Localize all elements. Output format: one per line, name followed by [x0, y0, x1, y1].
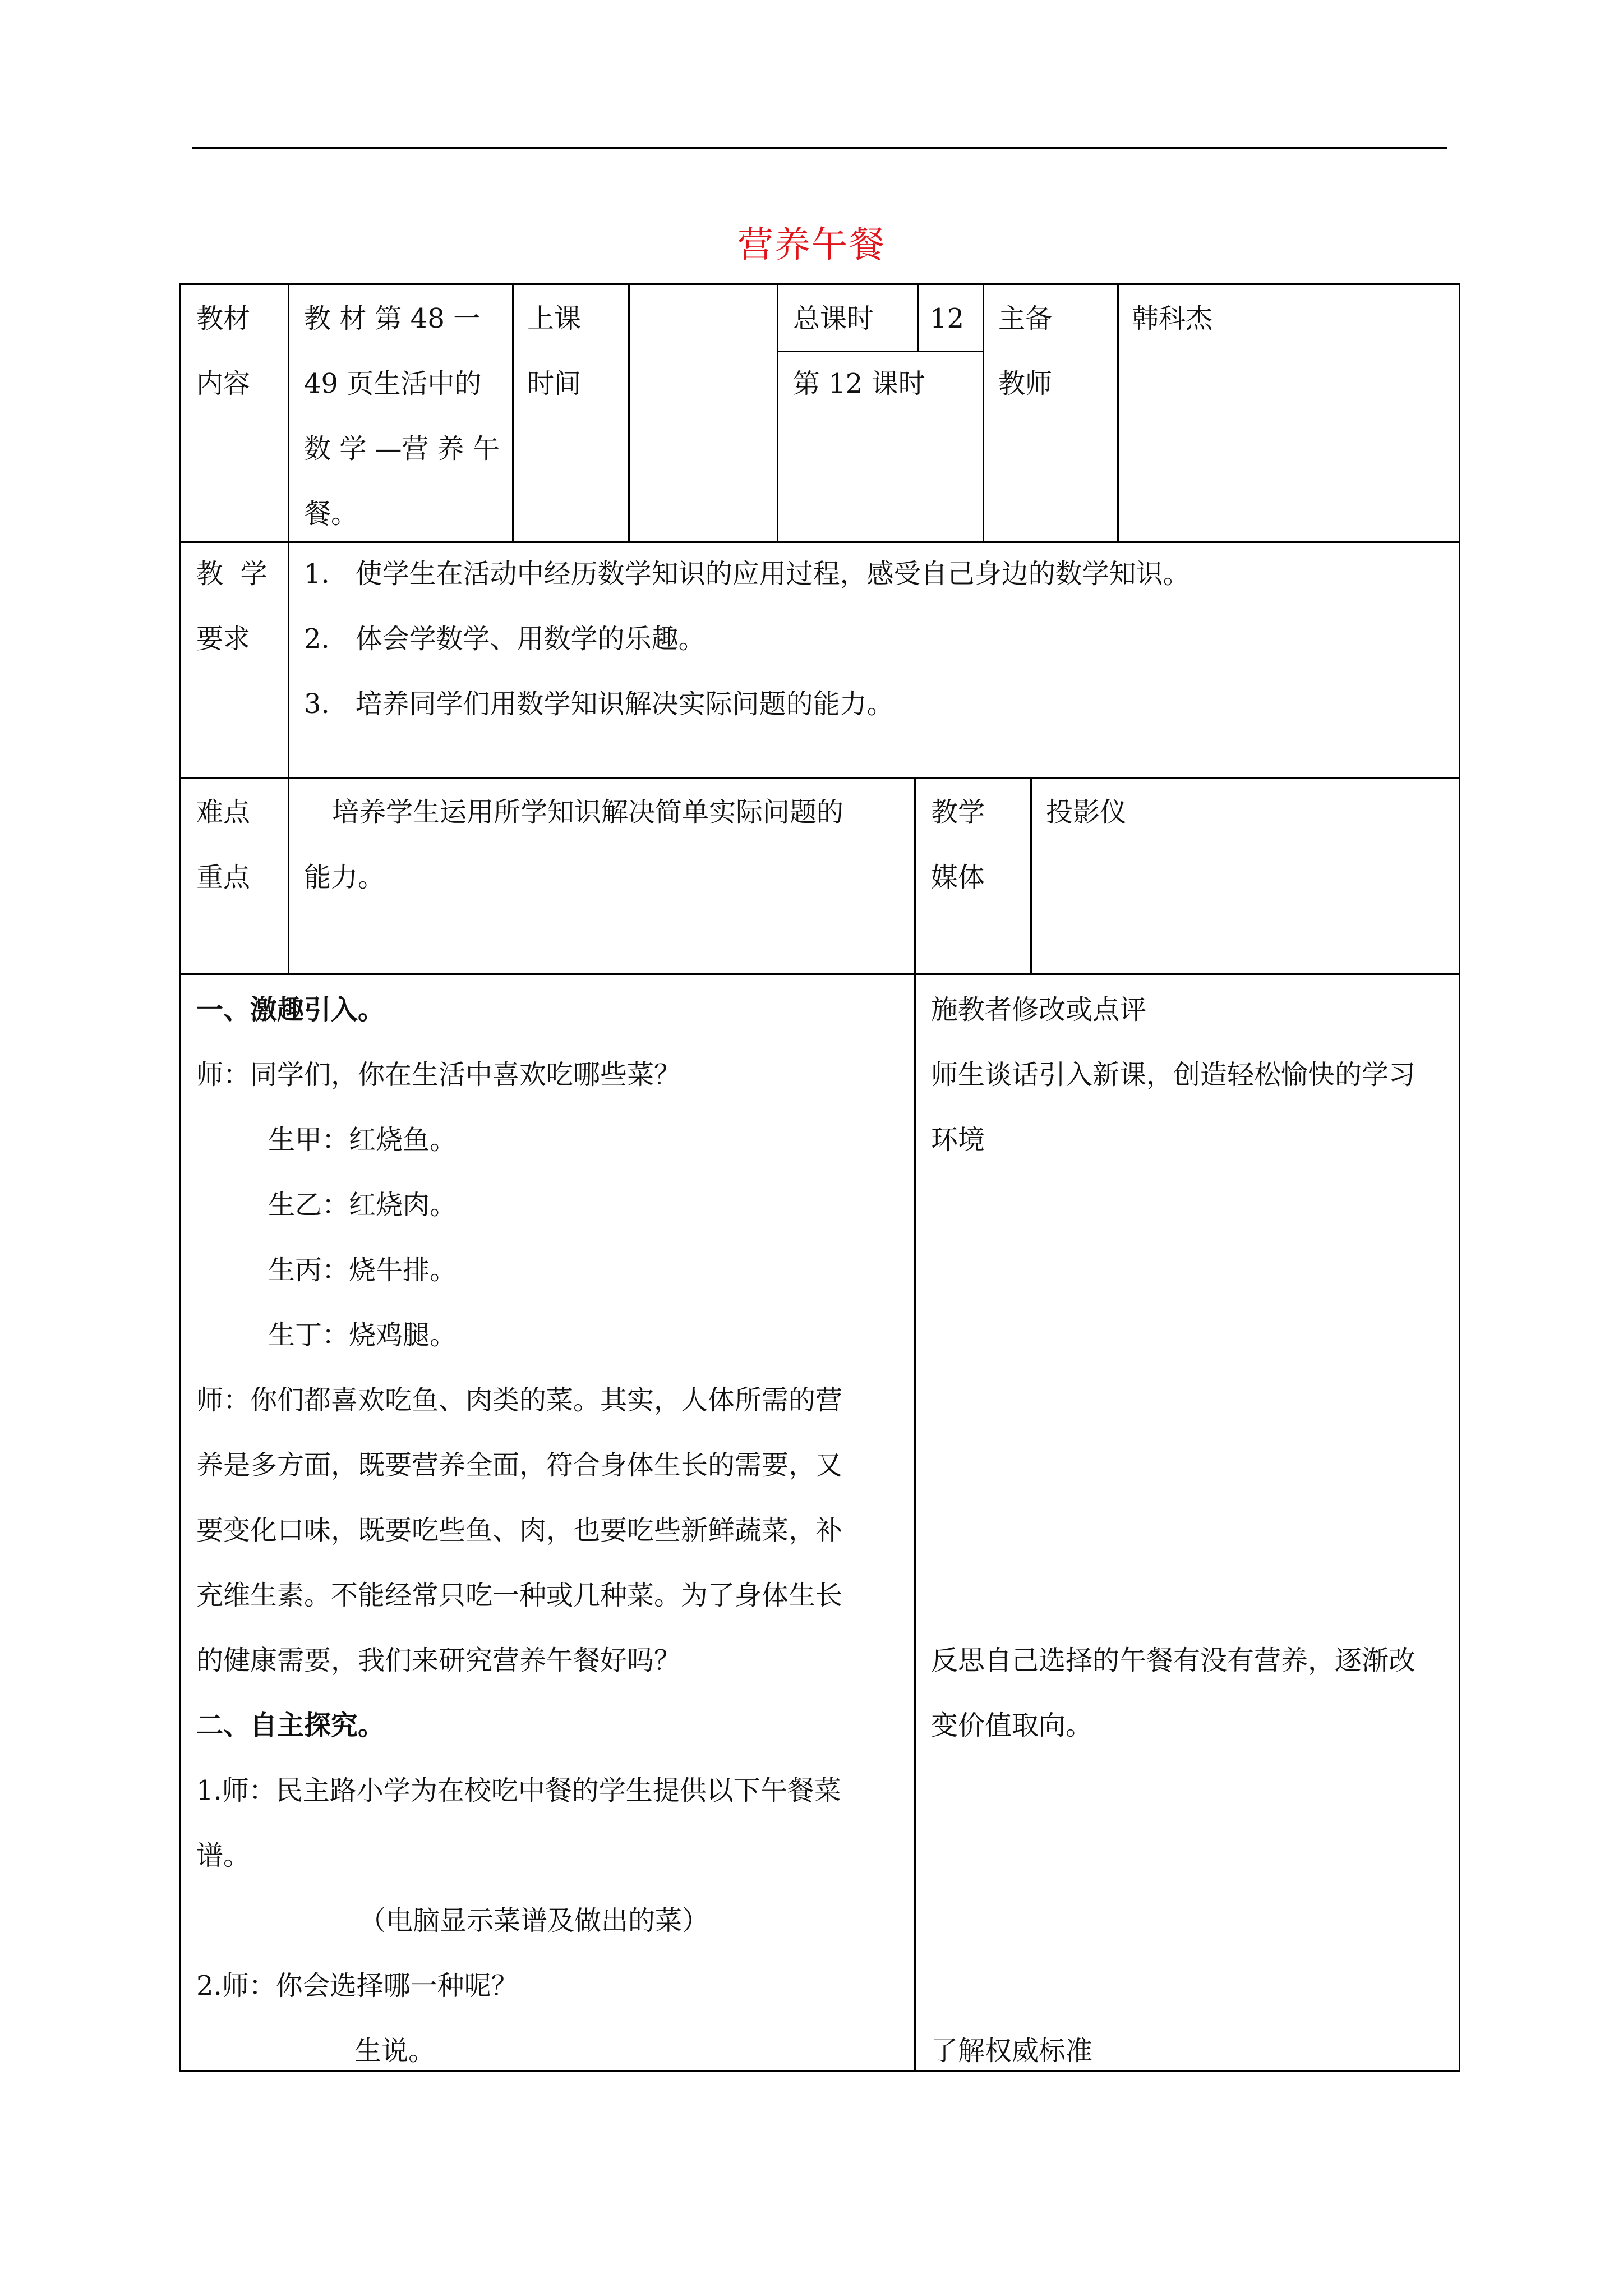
requirement-item-1: 1. 使学生在活动中经历数学知识的应用过程，感受自己身边的数学知识。: [304, 558, 1190, 590]
comment-line: 了解权威标准: [931, 2035, 1093, 2067]
total-hours-value: 12: [930, 303, 965, 334]
difficulty-label-line2: 重点: [196, 862, 251, 893]
material-label-line2: 内容: [196, 368, 251, 399]
media-value: 投影仪: [1046, 797, 1127, 828]
process-line: 生说。: [354, 2035, 436, 2067]
total-hours-label: 总课时: [793, 303, 874, 334]
comment-line: 反思自己选择的午餐有没有营养，逐渐改: [931, 1645, 1416, 1676]
teacher-name: 韩科杰: [1132, 303, 1213, 334]
process-line: 师：同学们，你在生活中喜欢吃哪些菜？: [196, 1059, 681, 1091]
requirements-label-line2: 要求: [196, 623, 251, 655]
requirement-item-2: 2. 体会学数学、用数学的乐趣。: [304, 623, 706, 655]
media-label-line2: 媒体: [931, 862, 985, 893]
teacher-label-line2: 教师: [998, 368, 1053, 399]
requirements-label-line1: 教 学: [196, 558, 268, 590]
process-line: （电脑显示菜谱及做出的菜）: [359, 1905, 709, 1936]
material-text-line4: 餐。: [304, 498, 358, 530]
process-line: 谱。: [196, 1840, 251, 1871]
process-line: 生乙：红烧肉。: [268, 1189, 457, 1221]
process-line: 师：你们都喜欢吃鱼、肉类的菜。其实，人体所需的营: [196, 1384, 843, 1416]
comment-heading: 施教者修改或点评: [931, 994, 1147, 1025]
page-title: 营养午餐: [737, 224, 886, 266]
process-line: 充维生素。不能经常只吃一种或几种菜。为了身体生长: [196, 1580, 843, 1611]
difficulty-text-line2: 能力。: [304, 862, 385, 893]
process-line: 养是多方面，既要营养全面，符合身体生长的需要，又: [196, 1450, 843, 1481]
comment-line: 环境: [931, 1124, 985, 1156]
requirement-item-3: 3. 培养同学们用数学知识解决实际问题的能力。: [304, 688, 894, 720]
teacher-label-line1: 主备: [998, 303, 1053, 334]
lesson-number: 第 12 课时: [793, 368, 925, 399]
material-text-line3: 数 学 —营 养 午: [304, 433, 500, 464]
comment-line: 师生谈话引入新课，创造轻松愉快的学习: [931, 1059, 1416, 1091]
process-line: 1.师：民主路小学为在校吃中餐的学生提供以下午餐菜: [196, 1775, 841, 1806]
process-line: 生丁：烧鸡腿。: [268, 1319, 457, 1351]
header-rule: [192, 147, 1447, 149]
time-label-line2: 时间: [527, 368, 582, 399]
process-line: 2.师：你会选择哪一种呢？: [196, 1970, 518, 2001]
process-line: 的健康需要，我们来研究营养午餐好吗？: [196, 1645, 681, 1676]
section-heading-explore: 二、自主探究。: [196, 1710, 385, 1741]
material-label-line1: 教材: [196, 303, 251, 334]
media-label-line1: 教学: [931, 797, 985, 828]
time-label-line1: 上课: [527, 303, 582, 334]
process-line: 生丙：烧牛排。: [268, 1254, 457, 1286]
difficulty-label-line1: 难点: [196, 797, 251, 828]
process-line: 生甲：红烧鱼。: [268, 1124, 457, 1156]
process-line: 要变化口味，既要吃些鱼、肉，也要吃些新鲜蔬菜，补: [196, 1515, 843, 1546]
comment-line: 变价值取向。: [931, 1710, 1093, 1741]
material-text-line2: 49 页生活中的: [304, 368, 482, 399]
section-heading-intro: 一、激趣引入。: [196, 994, 385, 1025]
difficulty-text-line1: 培养学生运用所学知识解决简单实际问题的: [332, 797, 844, 828]
material-text-line1: 教 材 第 48 一: [304, 303, 481, 334]
